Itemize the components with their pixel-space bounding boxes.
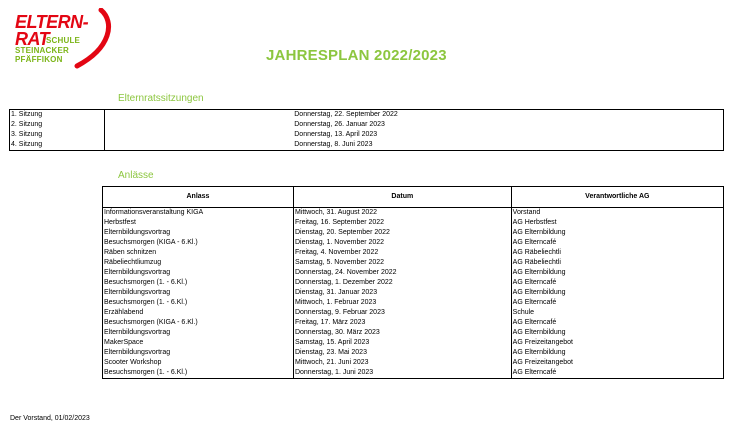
logo-text-schule: SCHULE	[46, 36, 81, 45]
logo-text-eltern: ELTERN-	[15, 12, 89, 32]
events-table	[102, 186, 724, 379]
meeting-spacer	[104, 110, 293, 121]
event-row	[103, 308, 724, 318]
header-verantwortliche-ag: Verantwortliche AG	[511, 187, 723, 208]
event-name: Räbeliechtliumzug	[103, 258, 294, 268]
event-date: Donnerstag, 1. Dezember 2022	[293, 278, 511, 288]
event-responsible-group: AG Freizeitangebot	[511, 358, 723, 368]
event-name: Besuchsmorgen (1. - 6.Kl.)	[103, 368, 294, 379]
event-name: Elternbildungsvortrag	[103, 228, 294, 238]
event-responsible-group: AG Räbeliechtli	[511, 248, 723, 258]
event-name: Elternbildungsvortrag	[103, 328, 294, 338]
meeting-name: 2. Sitzung	[10, 120, 105, 130]
event-name: Herbstfest	[103, 218, 294, 228]
events-section-title: Anlässe	[118, 170, 154, 181]
event-row	[103, 348, 724, 358]
meeting-spacer	[104, 140, 293, 151]
event-name: Besuchsmorgen (1. - 6.Kl.)	[103, 278, 294, 288]
event-responsible-group: Vorstand	[511, 208, 723, 219]
page-title: JAHRESPLAN 2022/2023	[266, 47, 447, 64]
event-responsible-group: AG Elterncafé	[511, 238, 723, 248]
elternrat-logo	[11, 8, 111, 70]
event-date: Dienstag, 31. Januar 2023	[293, 288, 511, 298]
meeting-row	[10, 120, 724, 130]
event-date: Samstag, 5. November 2022	[293, 258, 511, 268]
meeting-spacer	[104, 120, 293, 130]
event-row	[103, 318, 724, 328]
event-date: Samstag, 15. April 2023	[293, 338, 511, 348]
meeting-row	[10, 130, 724, 140]
event-date: Freitag, 17. März 2023	[293, 318, 511, 328]
event-row	[103, 218, 724, 228]
event-name: Besuchsmorgen (KIGA - 6.Kl.)	[103, 238, 294, 248]
event-date: Mittwoch, 21. Juni 2023	[293, 358, 511, 368]
event-date: Donnerstag, 1. Juni 2023	[293, 368, 511, 379]
event-responsible-group: AG Freizeitangebot	[511, 338, 723, 348]
event-responsible-group: AG Elternbildung	[511, 268, 723, 278]
event-name: MakerSpace	[103, 338, 294, 348]
event-row	[103, 368, 724, 379]
meetings-section-title: Elternratssitzungen	[118, 93, 204, 104]
event-name: Räben schnitzen	[103, 248, 294, 258]
meetings-table	[9, 109, 724, 151]
event-date: Mittwoch, 1. Februar 2023	[293, 298, 511, 308]
header-anlass: Anlass	[103, 187, 294, 208]
event-date: Mittwoch, 31. August 2022	[293, 208, 511, 219]
event-name: Elternbildungsvortrag	[103, 268, 294, 278]
event-responsible-group: AG Elternbildung	[511, 228, 723, 238]
event-row	[103, 278, 724, 288]
event-responsible-group: AG Räbeliechtli	[511, 258, 723, 268]
event-responsible-group: AG Elternbildung	[511, 348, 723, 358]
event-responsible-group: AG Elternbildung	[511, 288, 723, 298]
event-row	[103, 258, 724, 268]
event-name: Elternbildungsvortrag	[103, 348, 294, 358]
meeting-date: Donnerstag, 26. Januar 2023	[294, 121, 385, 128]
event-row	[103, 238, 724, 248]
footer-signature: Der Vorstand, 01/02/2023	[10, 415, 90, 422]
event-row	[103, 208, 724, 219]
meeting-date: Donnerstag, 13. April 2023	[294, 131, 378, 138]
event-date: Dienstag, 20. September 2022	[293, 228, 511, 238]
meeting-spacer	[104, 130, 293, 140]
event-responsible-group: AG Elterncafé	[511, 278, 723, 288]
event-name: Informationsveranstaltung KIGA	[103, 208, 294, 219]
meeting-name: 3. Sitzung	[10, 130, 105, 140]
meeting-name: 1. Sitzung	[10, 110, 105, 121]
header-datum: Datum	[293, 187, 511, 208]
event-responsible-group: AG Elterncafé	[511, 298, 723, 308]
event-name: Scooter Workshop	[103, 358, 294, 368]
meeting-date: Donnerstag, 8. Juni 2023	[294, 141, 373, 148]
meeting-name: 4. Sitzung	[10, 140, 105, 151]
event-date: Donnerstag, 24. November 2022	[293, 268, 511, 278]
event-date: Freitag, 4. November 2022	[293, 248, 511, 258]
meeting-row	[10, 140, 724, 151]
event-name: Erzählabend	[103, 308, 294, 318]
event-row	[103, 338, 724, 348]
logo-text-steinacker: STEINACKER	[15, 46, 70, 55]
events-header-row	[103, 187, 724, 208]
event-responsible-group: Schule	[511, 308, 723, 318]
event-date: Donnerstag, 9. Februar 2023	[293, 308, 511, 318]
event-name: Elternbildungsvortrag	[103, 288, 294, 298]
event-row	[103, 268, 724, 278]
logo-text-pfaeffikon: PFÄFFIKON	[15, 55, 63, 64]
event-name: Besuchsmorgen (KIGA - 6.Kl.)	[103, 318, 294, 328]
event-date: Dienstag, 23. Mai 2023	[293, 348, 511, 358]
event-responsible-group: AG Elterncafé	[511, 368, 723, 379]
event-date: Freitag, 16. September 2022	[293, 218, 511, 228]
event-row	[103, 228, 724, 238]
event-date: Dienstag, 1. November 2022	[293, 238, 511, 248]
event-name: Besuchsmorgen (1. - 6.Kl.)	[103, 298, 294, 308]
event-responsible-group: AG Herbstfest	[511, 218, 723, 228]
meeting-date: Donnerstag, 22. September 2022	[294, 111, 398, 118]
event-row	[103, 328, 724, 338]
event-responsible-group: AG Elternbildung	[511, 328, 723, 338]
event-row	[103, 288, 724, 298]
logo-text-rat: RAT	[15, 29, 50, 49]
event-responsible-group: AG Elterncafé	[511, 318, 723, 328]
event-row	[103, 298, 724, 308]
event-date: Donnerstag, 30. März 2023	[293, 328, 511, 338]
meeting-row	[10, 110, 724, 121]
event-row	[103, 248, 724, 258]
event-row	[103, 358, 724, 368]
